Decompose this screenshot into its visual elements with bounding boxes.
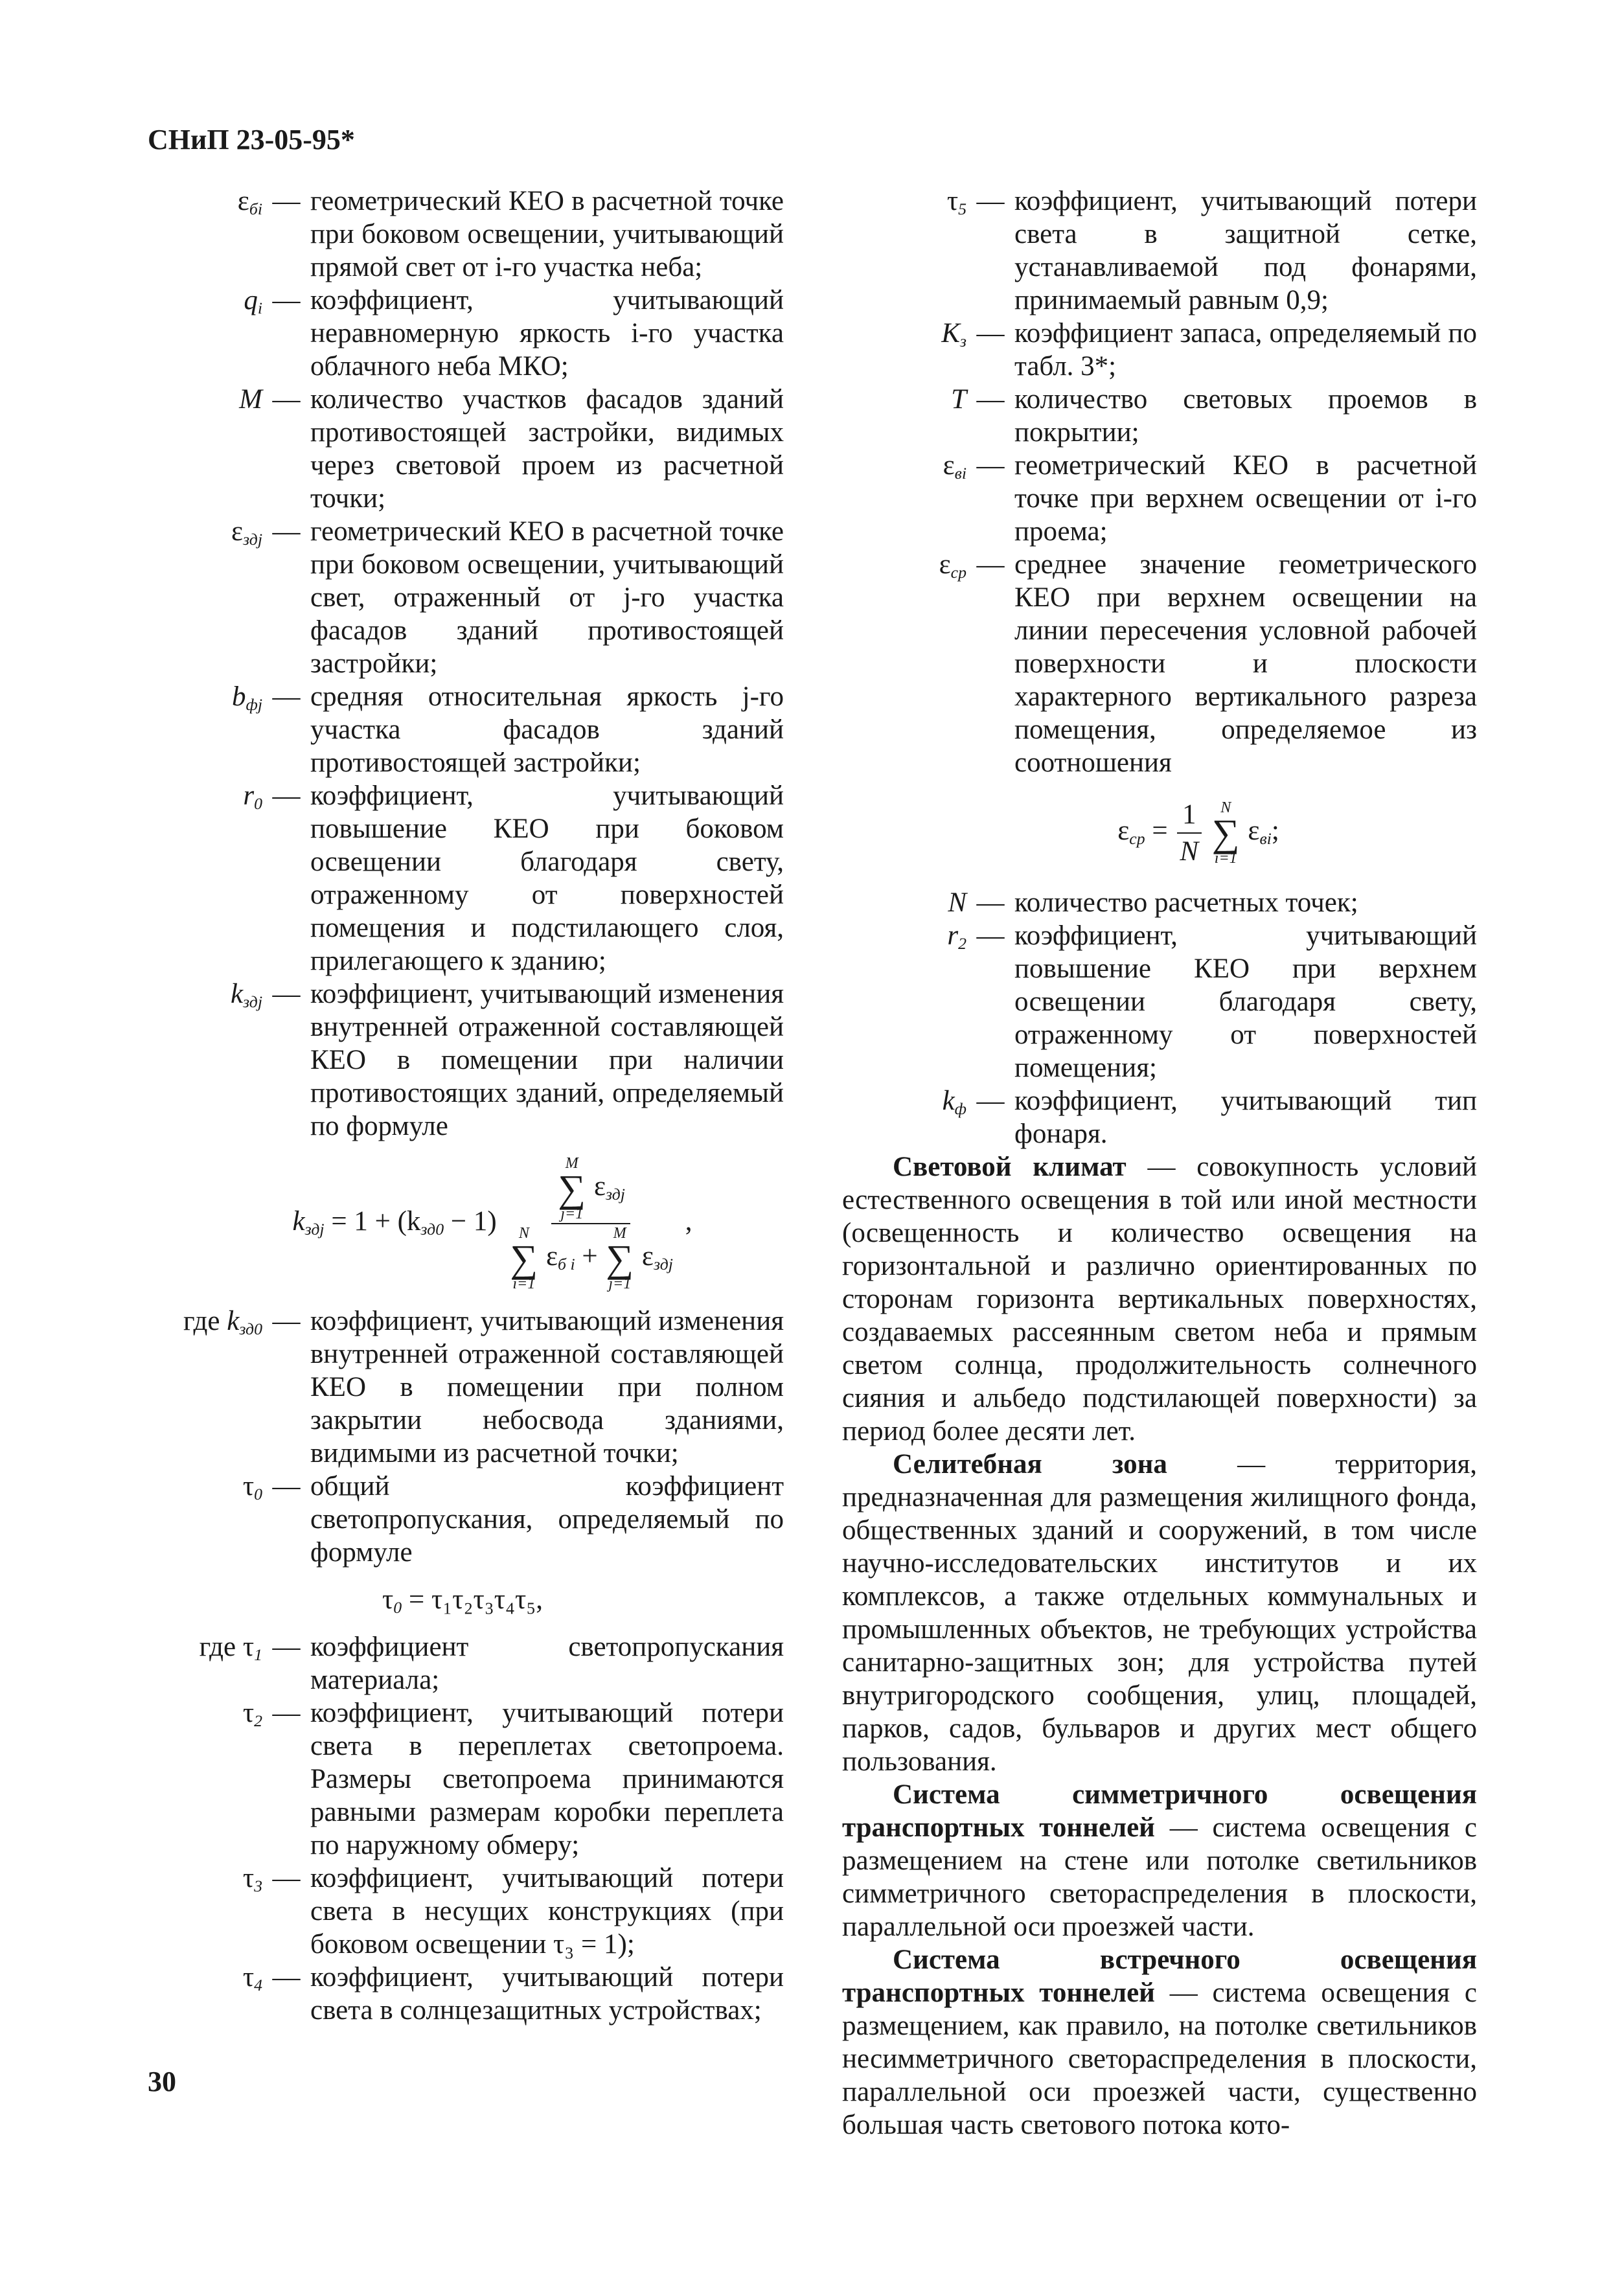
term-definition: — система освещения с размещением, как правило, на потолке светильников несимметричного светораспределения в плоскости, параллельной оси проезжей части, существенно большая часть светового потока кото- — [842, 1978, 1477, 2140]
definition-text: коэффициент, учитывающий потери света в солнцезащитных устройствах; — [310, 1962, 784, 2026]
definition-symbol: $K_з$ — [941, 318, 966, 351]
definition-symbol: где $k_{зд0}$ — [183, 1306, 262, 1339]
definition-symbol: $r_0$ — [243, 781, 262, 814]
definition-item — [842, 1084, 1477, 1150]
left-column — [162, 185, 784, 2027]
dash: — — [272, 1962, 301, 1993]
definition-item — [842, 886, 1477, 919]
definition-list — [162, 185, 784, 1143]
term-name: Световой климат — [893, 1152, 1127, 1182]
definition-symbol: $k_ф$ — [942, 1086, 966, 1119]
definition-text: геометрический КЕО в расчетной точке при боковом освещении, учитывающий свет, отраженный от j-го участка фасадов зданий противостоящей застройки; — [310, 516, 784, 679]
term-paragraph — [842, 1943, 1477, 2141]
definition-symbol: $\tau_2$ — [242, 1698, 262, 1731]
definition-item — [842, 919, 1477, 1084]
dash: — — [976, 318, 1005, 348]
formula-eps-sr: $\varepsilon_{ср}$ = $\frac{1}{N}$ N ∑ i=1 $\varepsilon_{вi}$; — [1117, 799, 1279, 867]
dash: — — [976, 450, 1005, 481]
definition-text: коэффициент, учитывающий повышение КЕО при верхнем освещении благодаря свету, отраженному от поверхностей помещения; — [1014, 920, 1477, 1083]
term-definition: — совокупность условий естественного освещения в той или иной местности (освещенность и количество освещения на горизонтальной и различно ориентированных по сторонам горизонта вертикальных поверхностях, создаваемых рассеянным светом неба и прямым светом солнца, продолжительность солнечного сияния и альбедо подстилающей поверхности) за период более десяти лет. — [842, 1152, 1477, 1446]
definition-symbol: M — [239, 384, 262, 415]
definition-symbol: $\varepsilon_{здj}$ — [231, 516, 262, 549]
right-column — [842, 185, 1477, 2141]
definition-item — [842, 317, 1477, 383]
definition-item — [842, 449, 1477, 548]
where-label: где — [183, 1306, 220, 1336]
definition-symbol: $\tau_0$ — [242, 1471, 262, 1504]
dash: — — [976, 384, 1005, 415]
dash: — — [272, 285, 301, 315]
definition-text: среднее значение геометрического КЕО при верхнем освещении на линии пересечения условной рабочей поверхности и плоскости характерного вертикального разреза помещения, определяемое из соотношения — [1014, 549, 1477, 778]
definition-item — [842, 185, 1477, 317]
term-paragraph — [842, 1150, 1477, 1448]
definition-text: количество световых проемов в покрытии; — [1014, 384, 1477, 448]
definition-text: средняя относительная яркость j-го участка фасадов зданий противостоящей застройки; — [310, 681, 784, 778]
fraction: $\frac{1}{N}$ — [1174, 798, 1204, 868]
definition-item — [162, 284, 784, 383]
definition-symbol: $q_i$ — [244, 285, 262, 318]
definition-symbol: где $\tau_1$ — [199, 1632, 262, 1665]
definition-symbol: N — [948, 887, 966, 918]
definition-item — [162, 185, 784, 284]
definition-item — [162, 1696, 784, 1862]
definition-item — [162, 1961, 784, 2027]
dash: — — [272, 384, 301, 415]
definition-text: коэффициент, учитывающий потери света в защитной сетке, устанавливаемой под фонарями, принимаемый равным 0,9; — [1014, 186, 1477, 315]
definition-text: коэффициент, учитывающий изменения внутренней отраженной составляющей КЕО в помещении при полном закрытии небосвода зданиями, видимыми из расчетной точки; — [310, 1306, 784, 1468]
dash: — — [272, 681, 301, 712]
dash: — — [272, 186, 301, 216]
dash: — — [272, 781, 301, 811]
definition-text: коэффициент, учитывающий повышение КЕО при боковом освещении благодаря свету, отраженному от поверхностей помещения и подстилающего слоя, прилегающего к зданию; — [310, 781, 784, 976]
definition-text: общий коэффициент светопропускания, определяемый по формуле — [310, 1471, 784, 1568]
dash: — — [272, 516, 301, 547]
dash: — — [272, 979, 301, 1009]
definition-item — [162, 1862, 784, 1961]
fraction: M ∑ j=1 $\varepsilon_{здj}$ N ∑ i=1 $\varepsilon_{б i}$ + M ∑ j=1 $\varepsilon_{здj}$ — [510, 1155, 673, 1292]
term-name: Селитебная зона — [893, 1449, 1167, 1479]
definition-text: геометрический КЕО в расчетной точке при верхнем освещении от i-го проема; — [1014, 450, 1477, 547]
definition-item — [842, 383, 1477, 449]
dash: — — [272, 1306, 301, 1336]
formula-k-zd: $k_{здj} = 1 + (k_{зд0} - 1)$ M ∑ j=1 $\varepsilon_{здj}$ N ∑ i=1 $\varepsilon_{б i}$ + M ∑ j=1 $\varepsilon_{здj}$ , — [292, 1155, 692, 1292]
definition-list — [842, 886, 1477, 1150]
definition-symbol: $\tau_4$ — [242, 1962, 262, 1995]
definition-symbol: T — [951, 384, 966, 415]
definition-text: геометрический КЕО в расчетной точке при боковом освещении, учитывающий прямой свет от i-го участка неба; — [310, 186, 784, 282]
definition-symbol: $\varepsilon_{вi}$ — [943, 450, 966, 483]
definition-item — [162, 977, 784, 1143]
definition-symbol: $\tau_5$ — [946, 186, 966, 219]
dash: — — [976, 186, 1005, 216]
term-name: Система встречного освещения транспортных тоннелей — [842, 1945, 1477, 2008]
where-label: где — [199, 1632, 236, 1662]
dash: — — [272, 1698, 301, 1728]
dash: — — [272, 1863, 301, 1893]
dash: — — [976, 887, 1005, 918]
definition-text: количество расчетных точек; — [1014, 887, 1358, 918]
term-paragraph — [842, 1448, 1477, 1778]
formula-tau0: $\tau_0 = \tau_1\tau_2\tau_3\tau_4\tau_5$, — [382, 1584, 543, 1617]
term-definition: — территория, предназначенная для размещения жилищного фонда, общественных зданий и сооружений, в том числе научно-исследовательских институтов и их комплексов, а также отдельных коммунальных и промышленных объектов, не требующих устройства санитарно-защитных зон; для устройства путей внутригородского сообщения, улиц, площадей, парков, садов, бульваров и других мест общего пользования. — [842, 1449, 1477, 1777]
definition-symbol: $\varepsilon_{бi}$ — [237, 186, 262, 219]
definition-text: коэффициент, учитывающий потери света в несущих конструкциях (при боковом освещении τ₃ = 1); — [310, 1863, 784, 1959]
definition-symbol: $k_{здj}$ — [230, 979, 262, 1012]
definition-item — [162, 779, 784, 977]
definition-item — [162, 515, 784, 680]
dash: — — [976, 549, 1005, 580]
definition-symbol: $\tau_3$ — [242, 1863, 262, 1896]
definition-text: коэффициент, учитывающий изменения внутренней отраженной составляющей КЕО в помещении при наличии противостоящих зданий, определяемый по формуле — [310, 979, 784, 1141]
term-paragraph — [842, 1778, 1477, 1943]
page-number: 30 — [148, 2066, 176, 2097]
definition-symbol: $r_2$ — [947, 920, 966, 954]
definition-item — [162, 680, 784, 779]
definition-text: количество участков фасадов зданий противостоящей застройки, видимых через световой проем из расчетной точки; — [310, 384, 784, 514]
definition-item — [842, 548, 1477, 779]
dash: — — [976, 920, 1005, 951]
term-name: Система симметричного освещения транспортных тоннелей — [842, 1779, 1477, 1843]
definition-text: коэффициент, учитывающий неравномерную яркость i-го участка облачного неба МКО; — [310, 285, 784, 382]
paragraph-list — [842, 1150, 1477, 2141]
dash: — — [976, 1086, 1005, 1116]
definition-text: коэффициент светопропускания материала; — [310, 1632, 784, 1695]
document-header: СНиП 23-05-95* — [148, 124, 355, 155]
definition-symbol: $\varepsilon_{ср}$ — [939, 549, 966, 582]
definition-item — [162, 383, 784, 515]
definition-list — [842, 185, 1477, 779]
definition-symbol: $b_{фj}$ — [232, 681, 262, 714]
definition-item — [162, 1470, 784, 1569]
definition-list — [162, 1305, 784, 1569]
definition-item — [162, 1630, 784, 1696]
definition-text: коэффициент запаса, определяемый по табл. 3*; — [1014, 318, 1477, 382]
definition-list — [162, 1630, 784, 2027]
term-definition: — система освещения с размещением на стене или потолке светильников симметричного светораспределения в плоскости, параллельной оси проезжей части. — [842, 1812, 1477, 1942]
definition-text: коэффициент, учитывающий тип фонаря. — [1014, 1086, 1477, 1149]
dash: — — [272, 1632, 301, 1662]
dash: — — [272, 1471, 301, 1502]
definition-item — [162, 1305, 784, 1470]
definition-text: коэффициент, учитывающий потери света в переплетах светопроема. Размеры светопроема принимаются равными размерам коробки переплета по наружному обмеру; — [310, 1698, 784, 1860]
